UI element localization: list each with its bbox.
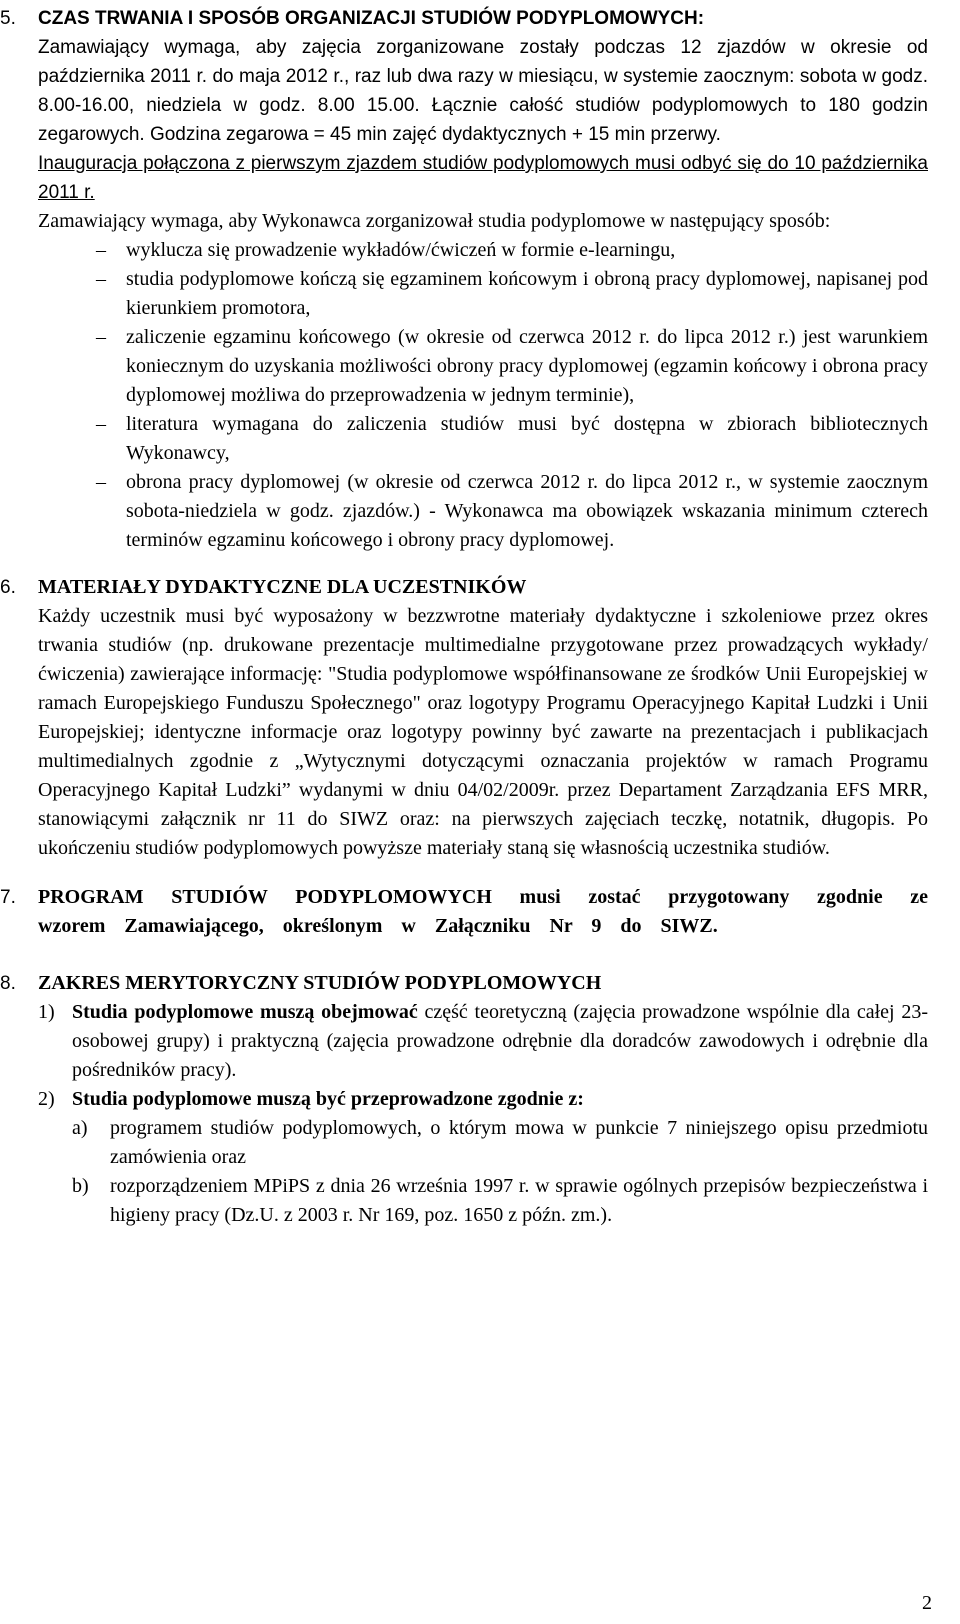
list-item: – literatura wymagana do zaliczenia studiów musi być dostępna w zbiorach bibliotecznych Wykonawcy, [38, 410, 928, 468]
dash-bullet: – [96, 326, 106, 348]
list-item: 1) Studia podyplomowe muszą obejmować część teoretyczną (zajęcia prowadzone wspólnie dla całej 23-osobowej grupy) i praktyczną (zajęcia prowadzone odrębnie dla doradców zawodowych i odrębnie dla pośredników pracy). [38, 998, 928, 1085]
section-number: 7. [0, 887, 16, 908]
paragraph: Zamawiający wymaga, aby zajęcia zorganizowane zostały podczas 12 zjazdów w okresie od października 2011 r. do maja 2012 r., raz lub dwa razy w miesiącu, w systemie zaocznym: sobota w godz. 8.00-16.00, niedziela w godz. 8.00 15.00. Łącznie całość studiów podyplomowych to 180 godzin zegarowych. [38, 37, 928, 145]
list-item: 2) Studia podyplomowe muszą być przeprowadzone zgodnie z: a) programem studiów podyplomowych, o którym mowa w punkcie 7 niniejszego opisu przedmiotu zamówienia oraz b) rozporządzeniem MPiPS z dnia 26 września 1997 r. w sprawie ogólnych przepisów bezpieczeństwa i higieny pracy (Dz.U. z 2003 r. Nr 169, poz. 1650 z późn. zm.). [38, 1085, 928, 1230]
requirements-list [38, 236, 928, 555]
section-title: PROGRAM STUDIÓW PODYPLOMOWYCH musi zostać przygotowany zgodnie ze wzorem Zamawiającego, określonym w Załączniku Nr 9 do SIWZ. [38, 886, 928, 937]
sub-list-item: b) rozporządzeniem MPiPS z dnia 26 września 1997 r. w sprawie ogólnych przepisów bezpieczeństwa i higieny pracy (Dz.U. z 2003 r. Nr 169, poz. 1650 z późn. zm.). [72, 1172, 928, 1230]
section-number: 5. [0, 8, 16, 29]
section-7 [0, 883, 928, 941]
dash-bullet: – [96, 239, 106, 261]
scope-list [38, 998, 928, 1230]
dash-bullet: – [96, 471, 106, 493]
list-item: – obrona pracy dyplomowej (w okresie od czerwca 2012 r. do lipca 2012 r., w systemie zaocznym sobota-niedziela w godz. zjazdów.) - Wykonawca ma obowiązek wskazania minimum czterech terminów egzaminu końcowego i obrony pracy dyplomowej. [38, 468, 928, 555]
paragraph: Każdy uczestnik musi być wyposażony w bezzwrotne materiały dydaktyczne i szkoleniowe przez okres trwania studiów (np. drukowane prezentacje multimedialne przygotowane przez prowadzących wykłady/ćwiczenia) zawierające informację: "Studia podyplomowe współfinansowane ze środków Unii Europejskiej w ramach Europejskiego Funduszu Społecznego" oraz logotypy Programu Operacyjnego Kapitał Ludzki i Unii Europejskiej; identyczne informacje oraz logotypy powinny być zawarte na prezentacjach i publikacjach multimedialnych zgodnie z „Wytycznymi dotyczącymi oznaczania projektów w ramach Programu Operacyjnego Kapitał Ludzki” wydanymi w dniu 04/02/2009r. przez Departament Zarządzania EFS MRR, stanowiącymi załącznik nr 11 do SIWZ oraz: na pierwszych zajęciach teczkę, notatnik, długopis. Po ukończeniu studiów podyplomowych powyższe materiały staną się własnością uczestnika studiów. [38, 605, 928, 859]
section-number: 8. [0, 973, 16, 994]
sub-list [72, 1114, 928, 1230]
section-8 [0, 969, 928, 1230]
section-title: ZAKRES MERYTORYCZNY STUDIÓW PODYPLOMOWYCH [38, 972, 602, 994]
sub-list-item: a) programem studiów podyplomowych, o którym mowa w punkcie 7 niniejszego opisu przedmiotu zamówienia oraz [72, 1114, 928, 1172]
list-item: – wyklucza się prowadzenie wykładów/ćwiczeń w formie e-learningu, [38, 236, 928, 265]
paragraph: Zamawiający wymaga, aby Wykonawca zorganizował studia podyplomowe w następujący sposób: [38, 210, 831, 232]
section-title: MATERIAŁY DYDAKTYCZNE DLA UCZESTNIKÓW [38, 576, 527, 598]
page-number: 2 [922, 1592, 932, 1614]
section-number: 6. [0, 577, 16, 598]
paragraph: Godzina zegarowa = 45 min zajęć dydaktycznych + 15 min przerwy. [149, 124, 721, 145]
list-marker: 1) [38, 1001, 55, 1023]
list-marker: b) [72, 1175, 89, 1197]
dash-bullet: – [96, 268, 106, 290]
section-6 [0, 573, 928, 863]
list-item: – studia podyplomowe kończą się egzaminem końcowym i obroną pracy dyplomowej, napisanej pod kierunkiem promotora, [38, 265, 928, 323]
underlined-paragraph: Inauguracja połączona z pierwszym zjazdem studiów podyplomowych musi odbyć się do 10 października 2011 r. [38, 153, 928, 203]
list-marker: a) [72, 1117, 88, 1139]
dash-bullet: – [96, 413, 106, 435]
section-title: CZAS TRWANIA I SPOSÓB ORGANIZACJI STUDIÓW PODYPLOMOWYCH: [38, 8, 705, 29]
list-item: – zaliczenie egzaminu końcowego (w okresie od czerwca 2012 r. do lipca 2012 r.) jest warunkiem koniecznym do uzyskania możliwości obrony pracy dyplomowej (egzamin końcowy i obrona pracy dyplomowej możliwa do przeprowadzenia w jednym terminie), [38, 323, 928, 410]
section-5 [0, 4, 928, 555]
document-page [0, 4, 960, 1230]
list-marker: 2) [38, 1088, 55, 1110]
